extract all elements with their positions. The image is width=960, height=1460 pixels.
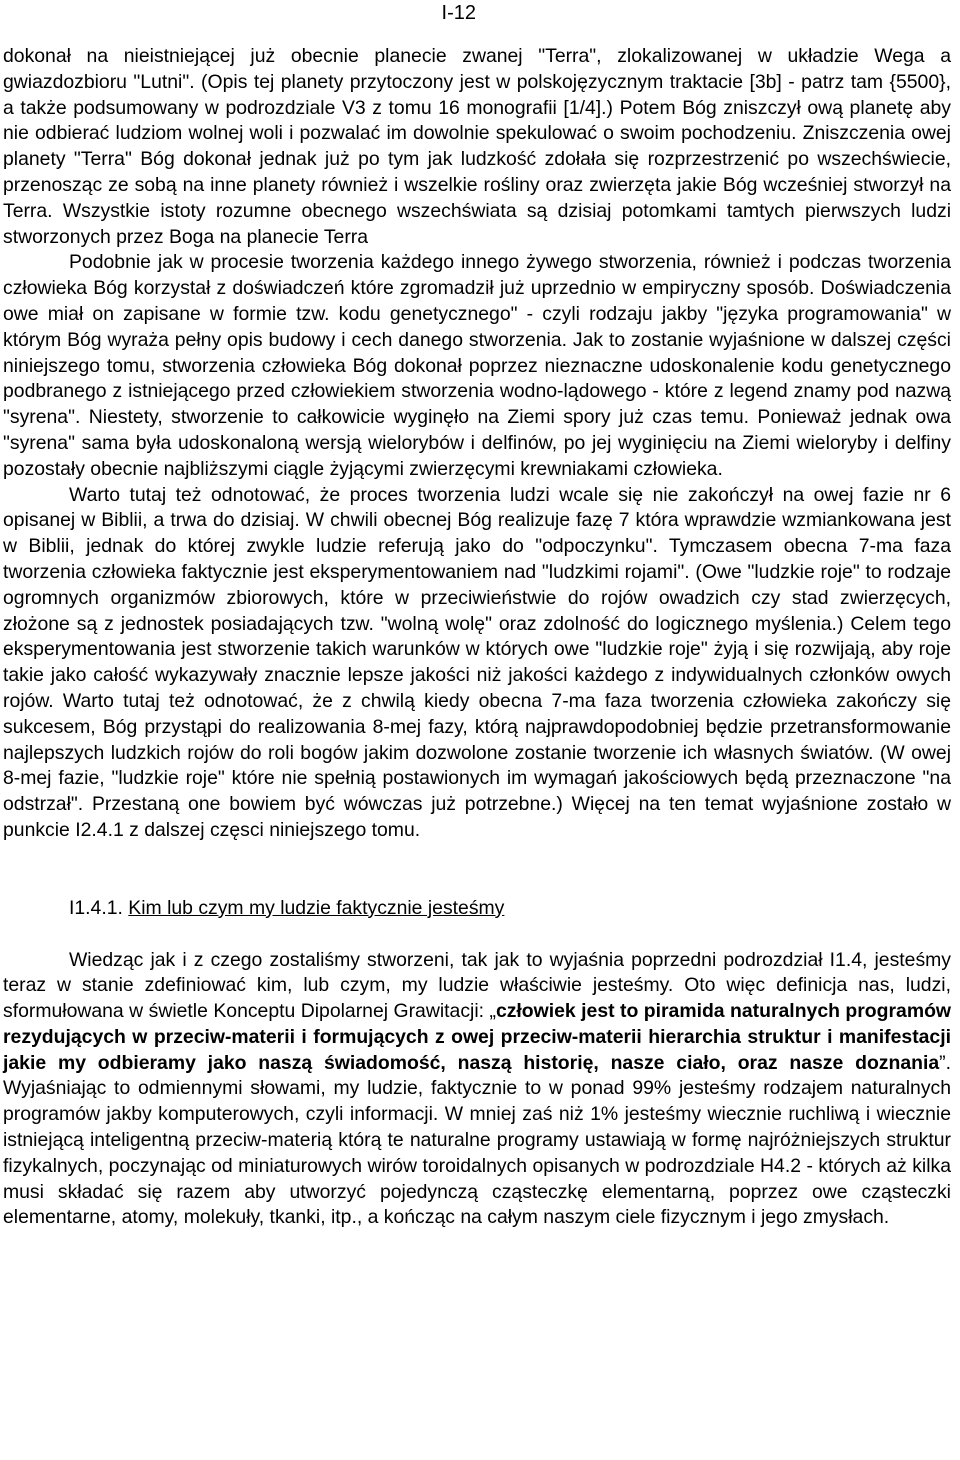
- heading-spacer: [3, 922, 951, 948]
- definition-bold: człowiek jest to piramida naturalnych programów rezydujących w przeciw-materii i formujących z owej przeciw-materii hierarchia struktur i manifestacji jakie my odbieramy jako naszą świadomość, naszą historię, nasze ciało, oraz nasze doznania: [3, 1000, 951, 1074]
- document-body: [3, 44, 951, 1231]
- paragraph-4-rest: ”. Wyjaśniając to odmiennymi słowami, my ludzie, faktycznie to w ponad 99% jesteśmy rodzajem naturalnych programów jakby komputerowych, czyli informacji. W mniej zaś niż 1% jesteśmy wiecznie ruchliwą i wiecznie istniejącą inteligentną przeciw-materią którą te naturalne programy ustawiają w formę najróżniejszych struktur fizykalnych, poczynając od miniaturowych wirów toroidalnych opisanych w podrozdziale H4.2 - których aż kilka musi składać się razem aby utworzyć pojedynczą cząsteczkę elementarną, poprzez owe cząsteczki elementarne, atomy, molekuły, tkanki, itp., a kończąc na całym naszym ciele fizycznym i jego zmysłach.: [3, 1051, 951, 1229]
- paragraph-2: Podobnie jak w procesie tworzenia każdego innego żywego stworzenia, również i podczas tworzenia człowieka Bóg korzystał z doświadczeń które zgromadził już uprzednio w empiryczny sposób. Doświadczenia owe miał on zapisane w formie tzw. kodu genetycznego" - czyli rodzaju jakby "języka programowania" w którym Bóg wyraża pełny opis budowy i cech danego stworzenia. Jak to zostanie wyjaśnione w dalszej części niniejszego tomu, stworzenia człowieka Bóg dokonał poprzez nieznaczne udoskonalenie kodu genetycznego podbranego z istniejącego przed człowiekiem stworzenia wodno-lądowego - które z legend znamy pod nazwą "syrena". Niestety, stworzenie to całkowicie wyginęło na Ziemi spory już czas temu. Ponieważ jednak owa "syrena" sama była udoskonaloną wersją wielorybów i delfinów, po jej wyginięciu na Ziemi wieloryby i delfiny pozostały obecnie najbliższymi ciągle żyjącymi zwierzęcymi krewniakami człowieka.: [3, 251, 951, 480]
- paragraph-4-intro: Wiedząc jak i z czego zostaliśmy stworzeni, tak jak to wyjaśnia poprzedni podrozdział I1.4, jesteśmy teraz w stanie zdefiniować kim, lub czym, my ludzie właściwie jesteśmy. Oto więc definicja nas, ludzi, sformułowana w świetle Konceptu Dipolarnej Grawitacji: „: [3, 948, 951, 1023]
- section-number: I1.4.1.: [69, 896, 123, 919]
- paragraph-1: dokonał na nieistniejącej już obecnie planecie zwanej "Terra", zlokalizowanej w układzie Wega a gwiazdozbioru "Lutni". (Opis tej planety przytoczony jest w polskojęzycznym traktacie [3b] - patrz tam {5500}, a także podsumowany w podrozdziale V3 z tomu 16 monografii [1/4].) Potem Bóg zniszczył ową planetę aby nie odbierać ludziom wolnej woli i pozwalać im dowolnie spekulować o swoim pochodzeniu. Zniszczenia owej planety "Terra" Bóg dokonał jednak już po tym jak ludzkość zdołała się rozprzestrzenić po wszechświecie, przenosząc ze sobą na inne planety również i wszelkie rośliny oraz zwierzęta jakie Bóg wcześniej stworzył na Terra. Wszystkie istoty rozumne obecnego wszechświata są dzisiaj potomkami tamtych pierwszych ludzi stworzonych przez Boga na planecie Terra: [3, 45, 951, 248]
- section-heading: [3, 896, 951, 922]
- section-spacer: [3, 844, 951, 896]
- paragraph-4: [3, 948, 951, 1232]
- page-number: I-12: [441, 2, 476, 24]
- section-title: Kim lub czym my ludzie faktycznie jesteśmy: [128, 896, 505, 919]
- paragraph-3: Warto tutaj też odnotować, że proces tworzenia ludzi wcale się nie zakończył na owej fazie nr 6 opisanej w Biblii, a trwa do dzisiaj. W chwili obecnej Bóg realizuje fazę 7 która wprawdzie wzmiankowana jest w Biblii, jednak do której zwykle ludzie referują jako do "odpoczynku". Tymczasem obecna 7-ma faza tworzenia człowieka faktycznie jest eksperymentowaniem nad "ludzkimi rojami". (Owe "ludzkie roje" to rodzaje ogromnych organizmów zbiorowych, które w przeciwieństwie do rojów owadzich czy stad zwierzęcych, złożone są z jednostek posiadających tzw. "wolną wolę" oraz zdolność do logicznego myślenia.) Celem tego eksperymentowania jest stworzenie takich warunków w których owe "ludzkie roje" żyją i się rozwijają, aby roje takie jako całość wykazywały znacznie lepsze jakości niż jakości każdego z indywidualnych członków owych rojów. Warto tutaj też odnotować, że z chwilą kiedy obecna 7-ma faza tworzenia człowieka zakończy się sukcesem, Bóg przystąpi do realizowania 8-mej fazy, którą najprawdopodobniej będzie przetransformowanie najlepszych ludzkich rojów do roli bogów jakim dozwolone zostanie tworzenie ich własnych światów. (W owej 8-mej fazie, "ludzkie roje" które nie spełnią postawionych im wymagań jakościowych będą przeznaczone "na odstrzał". Przestaną one bowiem być wówczas już potrzebne.) Więcej na ten temat wyjaśnione zostało w punkcie I2.4.1 z dalszej częsci niniejszego tomu.: [3, 483, 951, 841]
